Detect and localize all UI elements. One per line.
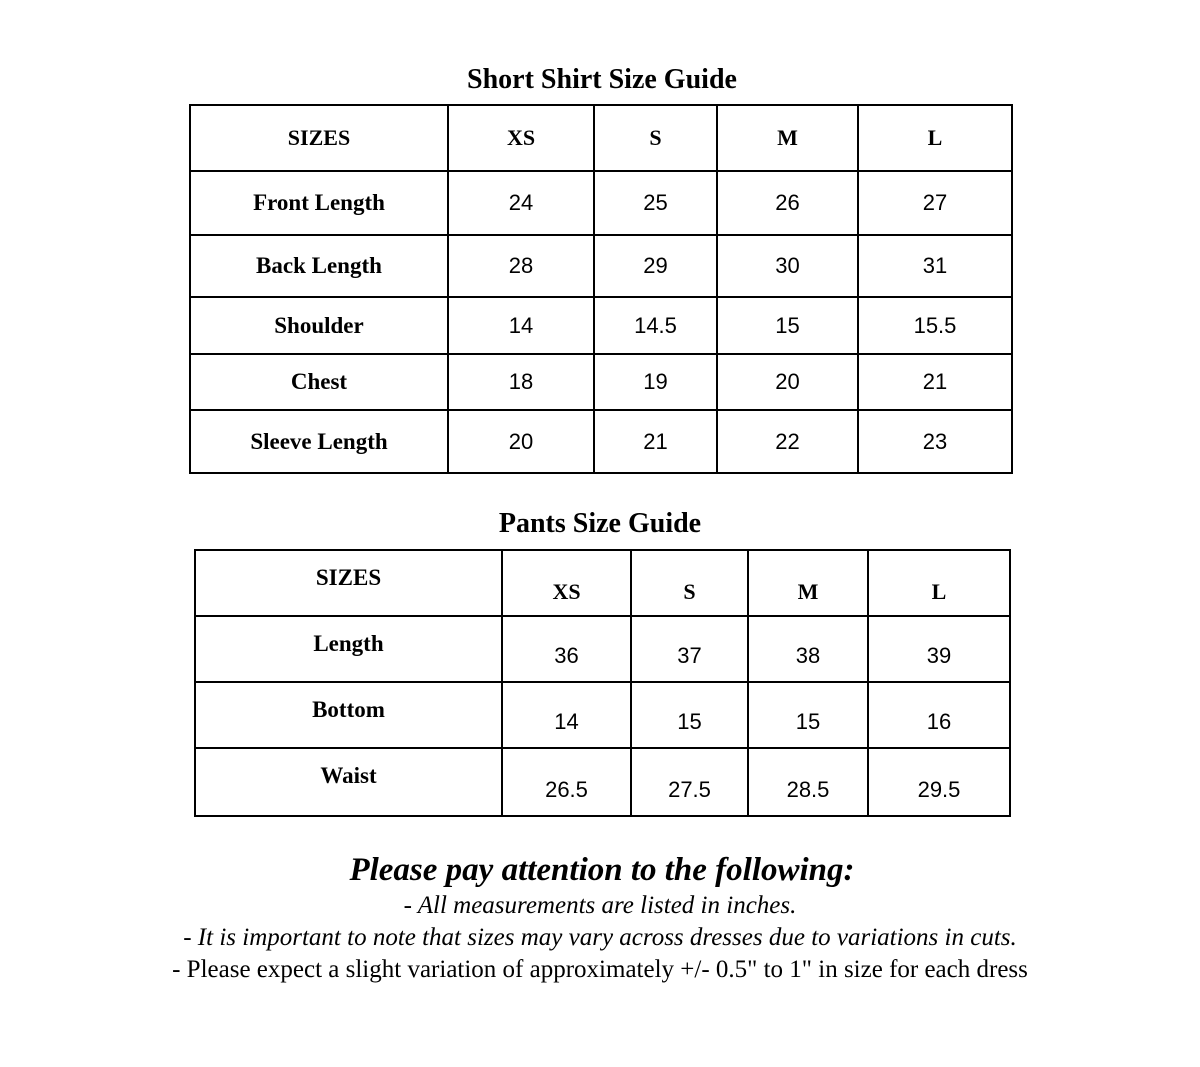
table-cell: 37 <box>631 616 748 682</box>
table-row <box>195 616 1010 682</box>
table-row <box>195 682 1010 748</box>
table-cell: 16 <box>868 682 1010 748</box>
row-label: Chest <box>190 354 448 410</box>
table-cell: 14 <box>502 682 631 748</box>
row-label: Length <box>195 616 502 682</box>
table-header-row <box>190 105 1012 171</box>
table-cell: 29.5 <box>868 748 1010 816</box>
table-cell: 20 <box>717 354 858 410</box>
header-cell: SIZES <box>190 105 448 171</box>
table-header-row <box>195 550 1010 616</box>
row-label: Bottom <box>195 682 502 748</box>
table-cell: 38 <box>748 616 868 682</box>
table-cell: 39 <box>868 616 1010 682</box>
table-cell: 26.5 <box>502 748 631 816</box>
header-cell: S <box>631 550 748 616</box>
header-cell: L <box>868 550 1010 616</box>
table-cell: 23 <box>858 410 1012 473</box>
table-row <box>195 748 1010 816</box>
note-line: - It is important to note that sizes may vary across dresses due to variations in cuts. <box>183 924 1017 951</box>
header-cell: S <box>594 105 717 171</box>
table-cell: 36 <box>502 616 631 682</box>
header-cell: XS <box>448 105 594 171</box>
shirt-size-table <box>189 104 1013 474</box>
table-cell: 27.5 <box>631 748 748 816</box>
table-cell: 24 <box>448 171 594 235</box>
table-cell: 26 <box>717 171 858 235</box>
note-line: - Please expect a slight variation of approximately +/- 0.5" to 1" in size for each dress <box>172 956 1028 983</box>
table-cell: 28.5 <box>748 748 868 816</box>
row-label: Sleeve Length <box>190 410 448 473</box>
table-row <box>190 171 1012 235</box>
table-cell: 25 <box>594 171 717 235</box>
header-cell: XS <box>502 550 631 616</box>
table-cell: 20 <box>448 410 594 473</box>
notes-heading: Please pay attention to the following: <box>349 852 855 888</box>
table-cell: 21 <box>594 410 717 473</box>
pants-size-table <box>194 549 1011 817</box>
row-label: Shoulder <box>190 297 448 354</box>
table-cell: 21 <box>858 354 1012 410</box>
shirt-size-guide-title: Short Shirt Size Guide <box>467 64 737 95</box>
header-cell: M <box>748 550 868 616</box>
notes-section <box>0 850 1200 986</box>
table-cell: 27 <box>858 171 1012 235</box>
pants-size-guide-title: Pants Size Guide <box>498 508 702 539</box>
row-label: Front Length <box>190 171 448 235</box>
table-cell: 28 <box>448 235 594 297</box>
header-cell: SIZES <box>195 550 502 616</box>
table-cell: 18 <box>448 354 594 410</box>
header-cell: L <box>858 105 1012 171</box>
header-cell: M <box>717 105 858 171</box>
row-label: Back Length <box>190 235 448 297</box>
table-cell: 15 <box>748 682 868 748</box>
table-cell: 14.5 <box>594 297 717 354</box>
table-row <box>190 354 1012 410</box>
table-cell: 22 <box>717 410 858 473</box>
table-row <box>190 297 1012 354</box>
table-row <box>190 235 1012 297</box>
table-cell: 15 <box>631 682 748 748</box>
table-cell: 15 <box>717 297 858 354</box>
note-line: - All measurements are listed in inches. <box>403 892 797 919</box>
row-label: Waist <box>195 748 502 816</box>
table-cell: 30 <box>717 235 858 297</box>
table-row <box>190 410 1012 473</box>
table-cell: 31 <box>858 235 1012 297</box>
table-cell: 15.5 <box>858 297 1012 354</box>
table-cell: 29 <box>594 235 717 297</box>
table-cell: 19 <box>594 354 717 410</box>
table-cell: 14 <box>448 297 594 354</box>
